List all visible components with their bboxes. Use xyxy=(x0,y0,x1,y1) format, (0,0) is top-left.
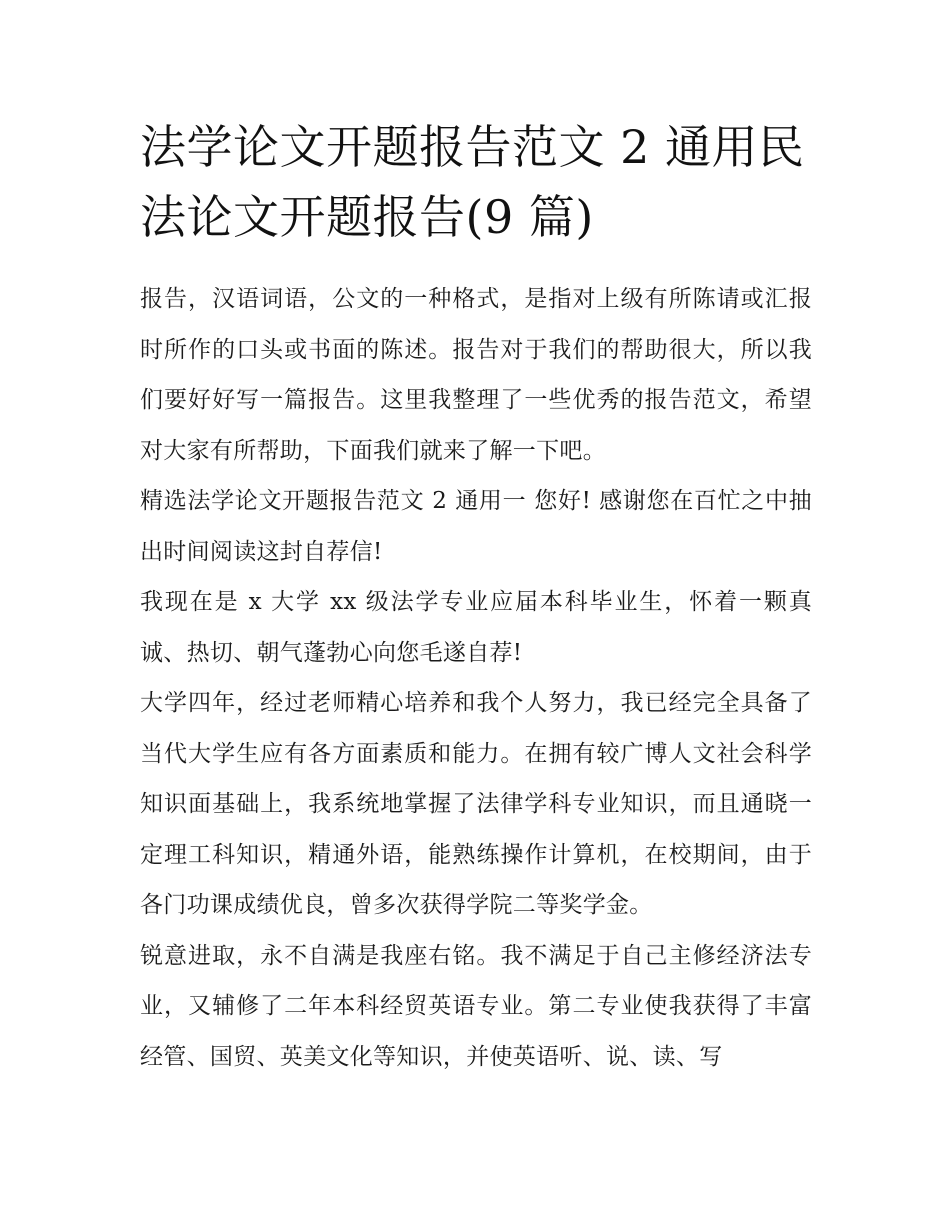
document-body xyxy=(140,112,812,1082)
paragraph-education: 大学四年，经过老师精心培养和我个人努力，我已经完全具备了当代大学生应有各方面素质和能力。在拥有较广博人文社会科学知识面基础上，我系统地掌握了法律学科专业知识，而且通晓一定理工科知识，精通外语，能熟练操作计算机，在校期间，由于各门功课成绩优良，曾多次获得学院二等奖学金。 xyxy=(140,690,812,918)
paragraph-greeting: 精选法学论文开题报告范文 2 通用一 您好! 感谢您在百忙之中抽出时间阅读这封自荐信! xyxy=(140,488,812,565)
paragraph-motto: 锐意进取，永不自满是我座右铭。我不满足于自己主修经济法专业，又辅修了二年本科经贸英语专业。第二专业使我获得了丰富经管、国贸、英美文化等知识，并使英语听、说、读、写 xyxy=(140,942,812,1070)
paragraph-self-introduction: 我现在是 x 大学 xx 级法学专业应届本科毕业生，怀着一颗真诚、热切、朝气蓬勃心向您毛遂自荐! xyxy=(140,589,812,666)
document-title: 法学论文开题报告范文 2 通用民法论文开题报告(9 篇) xyxy=(140,120,805,244)
paragraph-intro: 报告，汉语词语，公文的一种格式，是指对上级有所陈请或汇报时所作的口头或书面的陈述。报告对于我们的帮助很大，所以我们要好好写一篇报告。这里我整理了一些优秀的报告范文，希望对大家有所帮助，下面我们就来了解一下吧。 xyxy=(140,286,812,464)
